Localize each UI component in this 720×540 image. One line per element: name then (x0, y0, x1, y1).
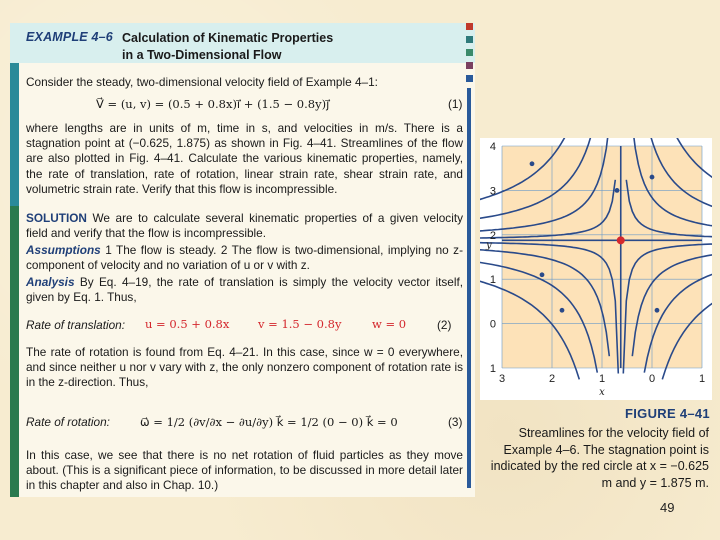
left-accent-bar (10, 63, 19, 206)
equation-2-number: (2) (437, 318, 452, 332)
stagnation-point (617, 236, 625, 244)
x-tick-label: 0 (648, 373, 656, 385)
x-tick-label: 1 (698, 373, 706, 385)
translation-v: v = 1.5 − 0.8y (258, 317, 342, 331)
translation-u: u = 0.5 + 0.8x (145, 317, 230, 331)
example-title-line2: in a Two-Dimensional Flow (122, 48, 282, 62)
analysis-label: Analysis (26, 275, 75, 289)
x-tick-label: 1 (598, 373, 606, 385)
y-tick-label: 2 (489, 229, 496, 242)
direction-arrow (540, 272, 545, 277)
assumptions-text: 1 The flow is steady. 2 The flow is two-dimensional, implying no z-component of velocity and no variation of u or v with z. (26, 243, 463, 273)
x-tick-label: 3 (498, 373, 506, 385)
direction-arrow (560, 308, 565, 313)
figure-label: FIGURE 4–41 (625, 406, 710, 421)
translation-w: w = 0 (372, 317, 407, 331)
example-title-line1: Calculation of Kinematic Properties (122, 31, 334, 45)
example-label: EXAMPLE 4–6 (26, 30, 113, 44)
analysis-text: By Eq. 4–19, the rate of translation is simply the velocity vector itself, given by Eq. 1. Thus, (26, 275, 463, 305)
intro-line: Consider the steady, two-dimensional velocity field of Example 4–1: (26, 75, 378, 89)
y-tick-label: 0 (489, 318, 496, 331)
solution-text: We are to calculate several kinematic properties of a given velocity field and verify that the flow is incompressible. (26, 211, 463, 241)
color-squares (466, 23, 473, 494)
streamline-plot (480, 138, 712, 400)
equation-1-number: (1) (448, 97, 463, 111)
assumptions-label: Assumptions (26, 243, 101, 257)
y-tick-label: 3 (489, 185, 496, 198)
intro-paragraph: where lengths are in units of m, time in s, and velocities in m/s. There is a stagnation point at (−0.625, 1.875) as shown in Fig. 4–41. Streamlines of the flow are also plotted in Fig. 4–41. Calculate the various kinematic properties, namely, the rate of translation, rate of rotation, linear strain rate, shear strain rate, and volumetric strain rate. Verify that this flow is incompressible. (26, 121, 463, 196)
example-title (122, 30, 452, 64)
x-axis-label: x (599, 387, 605, 398)
solution-accent-bar (10, 206, 19, 497)
y-tick-label: 1 (489, 363, 496, 375)
y-axis-label: y (486, 240, 492, 252)
rotation-equation: ω⃗ = 1/2 (∂v/∂x − ∂u/∂y) k⃗ = 1/2 (0 − 0) k⃗ = 0 (140, 415, 398, 429)
page-number: 49 (660, 500, 675, 515)
y-tick-label: 4 (489, 141, 496, 153)
rotation-label: Rate of rotation: (26, 415, 110, 429)
equation-1: V⃗ = (u, v) = (0.5 + 0.8x)i⃗ + (1.5 − 0.8y)j⃗ (96, 97, 330, 111)
direction-arrow (650, 175, 655, 180)
equation-3-number: (3) (448, 415, 463, 429)
translation-label: Rate of translation: (26, 318, 126, 332)
figure-caption: Streamlines for the velocity field of Example 4–6. The stagnation point is indicated by the red circle at x = −0.625 m and y = 1.875 m. (490, 426, 709, 490)
direction-arrow (530, 161, 535, 166)
streamline-figure (480, 138, 712, 400)
closing-paragraph: In this case, we see that there is no net rotation of fluid particles as they move about. (This is a significant piece of information, to be discussed in more detail later in this chapter and also in Chap. 10.) (26, 448, 463, 493)
solution-paragraph (26, 211, 463, 241)
rotation-paragraph: The rate of rotation is found from Eq. 4–21. In this case, since w = 0 everywhere, and since neither u nor v vary with z, the only nonzero component of rotation rate is in the z-direction. Thus, (26, 345, 463, 390)
analysis-paragraph (26, 275, 463, 305)
direction-arrow (615, 188, 620, 193)
solution-label: SOLUTION (26, 211, 87, 225)
x-tick-label: 2 (548, 373, 556, 385)
assumptions-paragraph (26, 243, 463, 273)
direction-arrow (655, 308, 660, 313)
y-tick-label: 1 (489, 274, 496, 287)
